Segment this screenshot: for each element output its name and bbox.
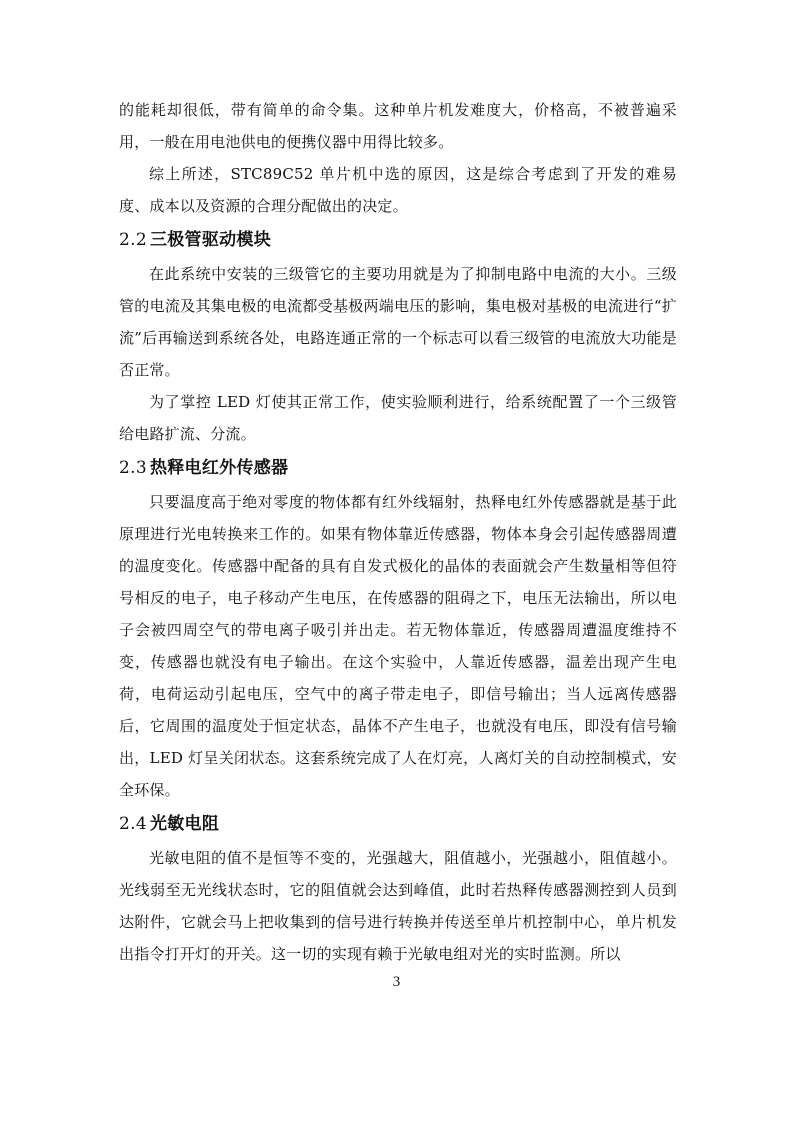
section-number: 2.4 [119, 814, 147, 834]
section-title: 热释电红外传感器 [149, 458, 289, 478]
paragraph-continued: 的能耗却很低，带有简单的命令集。这种单片机发难度大，价格高，不被普遍采用，一般在用电池供电的便携仪器中用得比较多。 [119, 101, 677, 151]
section-heading-2-2 [119, 222, 677, 258]
page-body [119, 94, 677, 970]
section-heading-2-4 [119, 806, 677, 842]
section-title: 三极管驱动模块 [149, 230, 272, 250]
paragraph-summary: 综上所述，STC89C52 单片机中选的原因，这是综合考虑到了开发的难易度、成本以及资源的合理分配做出的决定。 [119, 165, 677, 215]
section-heading-2-3 [119, 450, 677, 486]
paragraph-transistor-led: 为了掌控 LED 灯使其正常工作，使实验顺利进行，给系统配置了一个三级管给电路扩流、分流。 [119, 393, 677, 443]
page-number: 3 [392, 974, 401, 990]
paragraph-photoresistor: 光敏电阻的值不是恒等不变的，光强越大，阻值越小，光强越小，阻值越小。光线弱至无光线状态时，它的阻值就会达到峰值，此时若热释传感器测控到人员到达附件，它就会马上把收集到的信号进行转换并传送至单片机控制中心，单片机发出指令打开灯的开关。这一切的实现有赖于光敏电组对光的实时监测。所以 [119, 849, 677, 963]
section-number: 2.3 [119, 458, 147, 478]
paragraph-pir-sensor: 只要温度高于绝对零度的物体都有红外线辐射，热释电红外传感器就是基于此原理进行光电转换来工作的。如果有物体靠近传感器，物体本身会引起传感器周遭的温度变化。传感器中配备的具有自发式极化的晶体的表面就会产生数量相等但符号相反的电子，电子移动产生电压，在传感器的阻碍之下，电压无法输出，所以电子会被四周空气的带电离子吸引并出走。若无物体靠近，传感器周遭温度维持不变，传感器也就没有电子输出。在这个实验中，人靠近传感器，温差出现产生电荷，电荷运动引起电压，空气中的离子带走电子，即信号输出；当人远离传感器后，它周围的温度处于恒定状态，晶体不产生电子，也就没有电压，即没有信号输出，LED 灯呈关闭状态。这套系统完成了人在灯亮，人离灯关的自动控制模式，安全环保。 [119, 493, 677, 799]
section-title: 光敏电阻 [149, 814, 220, 834]
section-number: 2.2 [119, 230, 147, 250]
paragraph-transistor-function: 在此系统中安装的三级管它的主要功用就是为了抑制电路中电流的大小。三级管的电流及其集电极的电流都受基极两端电压的影响，集电极对基极的电流进行“扩流”后再输送到系统各处，电路连通正常的一个标志可以看三级管的电流放大功能是否正常。 [119, 265, 677, 379]
